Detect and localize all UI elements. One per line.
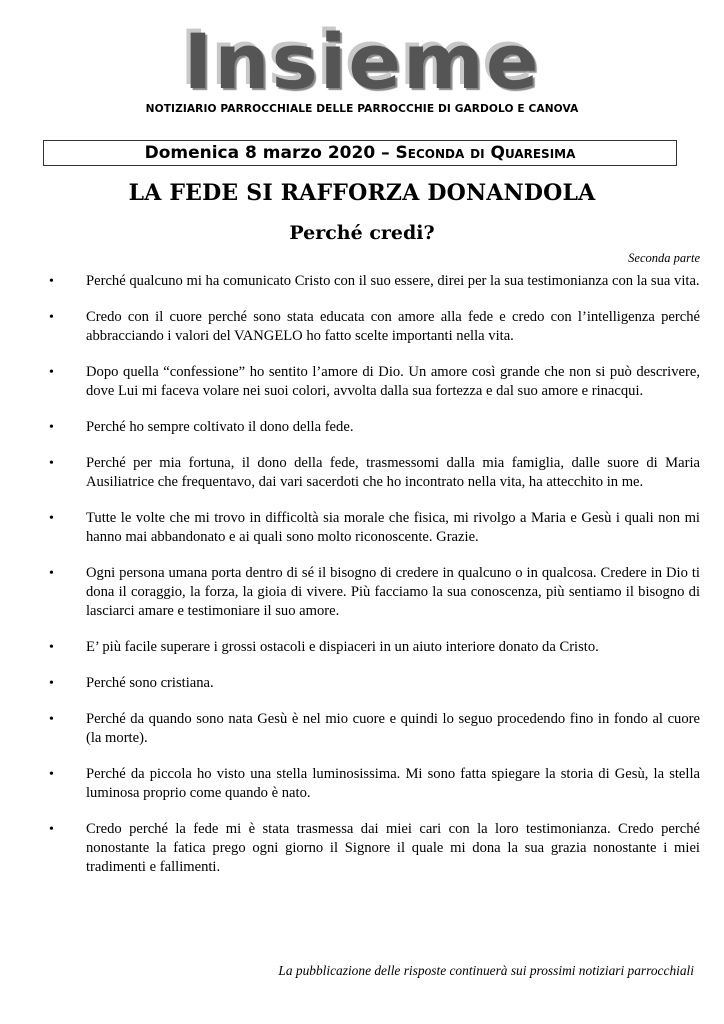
- issue-date: Domenica 8 marzo 2020 –: [144, 143, 396, 163]
- answers-list: [0, 272, 724, 894]
- answer-text: Perché sono cristiana.: [86, 675, 214, 691]
- bullet-icon: •: [49, 365, 54, 380]
- answer-item: [0, 272, 724, 291]
- answer-text: Dopo quella “confessione” ho sentito l’amore di Dio. Un amore così grande che non si può descrivere, dove Lui mi faceva volare nei suoi colori, avvolta dalla sua fortezza e dal suo amore e rinacqui.: [86, 364, 700, 399]
- masthead-subtitle: NOTIZIARIO PARROCCHIALE DELLE PARROCCHIE DI GARDOLO E CANOVA: [145, 103, 579, 115]
- answer-item: [0, 454, 724, 492]
- answer-item: [0, 674, 724, 693]
- article-subheadline: Perché credi?: [289, 222, 435, 244]
- answer-text: Perché da piccola ho visto una stella luminosissima. Mi sono fatta spiegare la storia di Gesù, la stella luminosa proprio come quando è nato.: [86, 766, 700, 801]
- bullet-icon: •: [49, 274, 54, 289]
- answer-text: Perché qualcuno mi ha comunicato Cristo con il suo essere, direi per la sua testimonianza con la sua vita.: [86, 273, 700, 289]
- continuation-note: La pubblicazione delle risposte continuerà sui prossimi notiziari parrocchiali: [278, 963, 694, 978]
- bullet-icon: •: [49, 566, 54, 581]
- bullet-icon: •: [49, 822, 54, 837]
- answer-item: [0, 564, 724, 621]
- answer-text: Perché da quando sono nata Gesù è nel mio cuore e quindi lo seguo procedendo fino in fondo al cuore (la morte).: [86, 711, 700, 746]
- bullet-icon: •: [49, 420, 54, 435]
- bullet-icon: •: [49, 767, 54, 782]
- masthead-logo: Insieme: [183, 17, 541, 106]
- answer-text: Perché ho sempre coltivato il dono della fede.: [86, 419, 354, 435]
- answer-text: E’ più facile superare i grossi ostacoli e dispiaceri in un aiuto interiore donato da Cristo.: [86, 639, 599, 655]
- bullet-icon: •: [49, 712, 54, 727]
- issue-date-box: [43, 140, 677, 166]
- answer-item: [0, 363, 724, 401]
- part-label: Seconda parte: [628, 251, 700, 265]
- article-headline: LA FEDE SI RAFFORZA DONANDOLA: [128, 180, 596, 206]
- bullet-icon: •: [49, 676, 54, 691]
- answer-text: Credo perché la fede mi è stata trasmessa dai miei cari con la loro testimonianza. Credo perché nonostante la fatica prego ogni giorno il Signore il quale mi dona la sua grazia nonostante i miei tradimenti e fallimenti.: [86, 821, 700, 875]
- answer-item: [0, 638, 724, 657]
- answer-text: Tutte le volte che mi trovo in difficoltà sia morale che fisica, mi rivolgo a Maria e Gesù i quali non mi hanno mai abbandonato e ai quali sono molto riconoscente. Grazie.: [86, 510, 700, 545]
- answer-item: [0, 820, 724, 877]
- answer-item: [0, 765, 724, 803]
- answer-text: Ogni persona umana porta dentro di sé il bisogno di credere in qualcuno o in qualcosa. Credere in Dio ti dona il coraggio, la forza, la gioia di vivere. Più facciamo la sua conoscenza, più sentiamo il bisogno di lasciarci amare e testimoniare il suo amore.: [86, 565, 700, 619]
- answer-item: [0, 418, 724, 437]
- bullet-icon: •: [49, 456, 54, 471]
- answer-text: Credo con il cuore perché sono stata educata con amore alla fede e credo con l’intelligenza perché abbracciando i valori del VANGELO ho fatto scelte importanti nella vita.: [86, 309, 700, 344]
- answer-item: [0, 509, 724, 547]
- liturgical-occasion: Seconda di Quaresima: [395, 143, 576, 163]
- bullet-icon: •: [49, 640, 54, 655]
- answer-item: [0, 308, 724, 346]
- answer-item: [0, 710, 724, 748]
- bullet-icon: •: [49, 310, 54, 325]
- bullet-icon: •: [49, 511, 54, 526]
- answer-text: Perché per mia fortuna, il dono della fede, trasmessomi dalla mia famiglia, dalle suore di Maria Ausiliatrice che frequentavo, dai vari sacerdoti che ho incontrato nella vita, ha attecchito in me.: [86, 455, 700, 490]
